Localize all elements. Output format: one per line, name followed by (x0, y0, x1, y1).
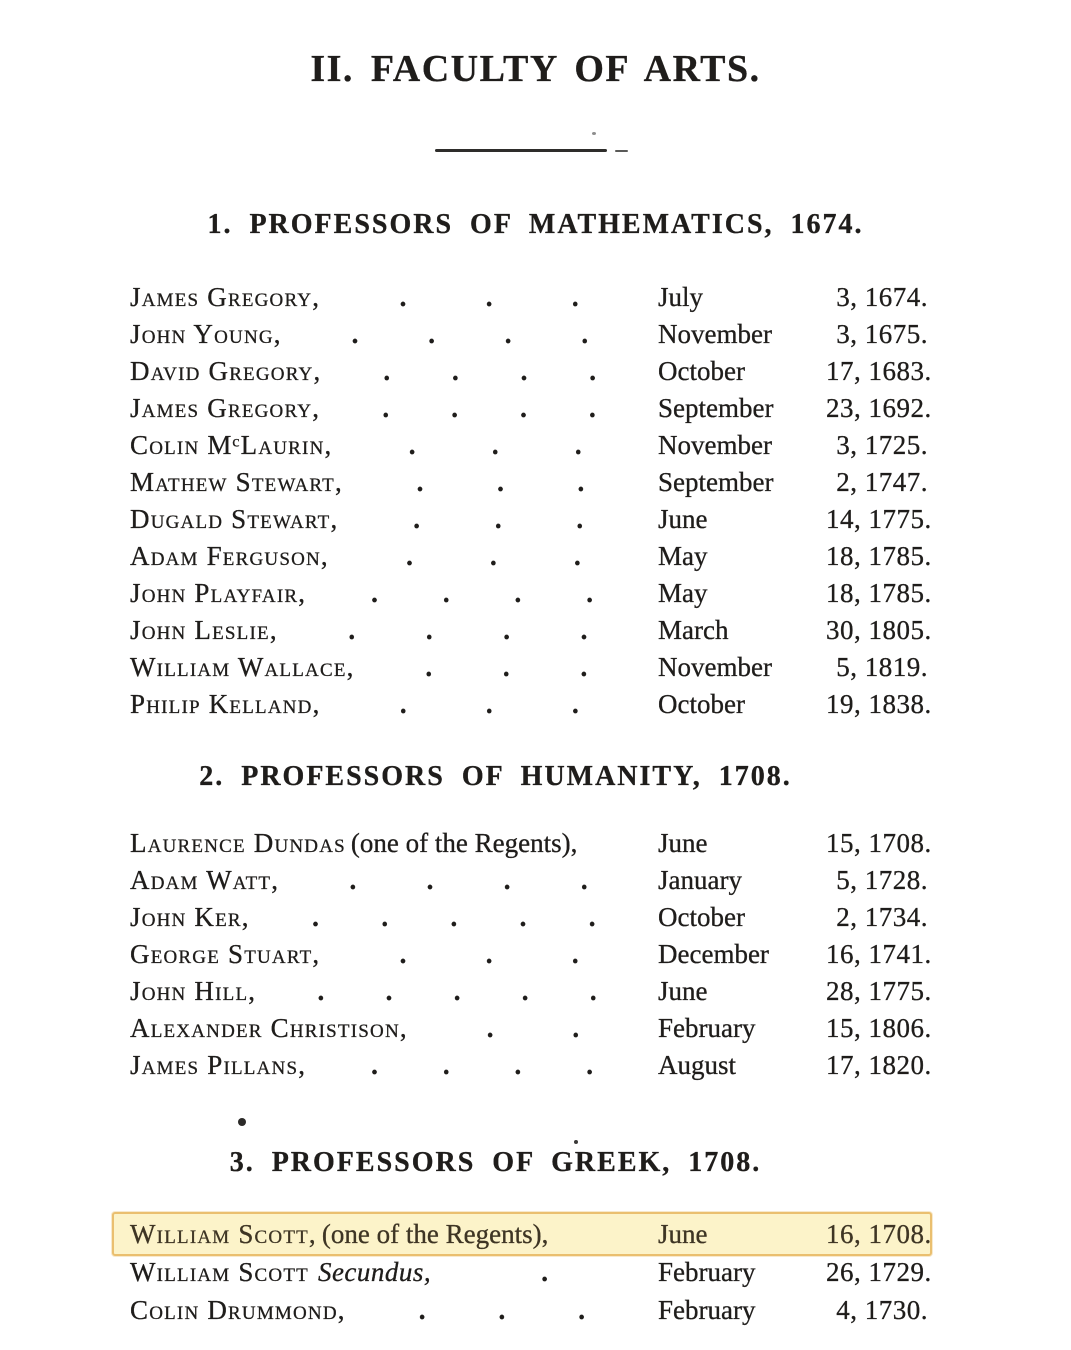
professor-row (130, 862, 928, 899)
appointment-month: June (658, 504, 708, 534)
leader-dot: . (485, 689, 493, 719)
appointment-month: February (658, 1257, 756, 1287)
leader-dot: . (494, 504, 502, 534)
appointment-day-year: 30, 1805. (826, 615, 932, 645)
leader-dot: . (571, 939, 579, 969)
leader-dot: . (399, 282, 407, 312)
appointment-month: June (658, 1219, 708, 1249)
appointment-day-year: 2, 1734. (836, 902, 928, 932)
professor-row (130, 501, 932, 538)
professor-row (130, 973, 932, 1010)
leader-dot: . (576, 504, 584, 534)
appointment-day-year: 16, 1741. (826, 939, 932, 969)
dot-leader (306, 575, 658, 612)
appointment-month: June (658, 976, 708, 1006)
appointment-day-year: 4, 1730. (836, 1295, 928, 1325)
leader-dot: . (451, 393, 458, 423)
dot-leader (408, 1010, 658, 1047)
professor-name: Colin Drummond, (130, 1295, 346, 1325)
divider-tick (615, 150, 628, 152)
professor-name: William Scott (130, 1257, 309, 1287)
dot-leader (250, 899, 658, 936)
dot-leader (332, 427, 658, 464)
leader-dot: . (408, 430, 416, 460)
professor-name: David Gregory, (130, 356, 322, 386)
professor-row (130, 686, 932, 723)
professor-row (130, 316, 928, 353)
dot-leader (282, 316, 658, 353)
leader-dot: . (371, 578, 378, 608)
appointment-day-year: 17, 1820. (826, 1050, 932, 1080)
appointment-month: January (658, 865, 742, 895)
professor-row (130, 575, 932, 612)
appointment-month: May (658, 541, 708, 571)
professor-row (130, 936, 932, 973)
leader-dot: . (588, 902, 596, 932)
divider-rule (435, 149, 607, 152)
leader-dot: . (453, 976, 461, 1006)
appointment-day-year: 23, 1692. (826, 393, 932, 423)
leader-dot: . (425, 652, 433, 682)
leader-dot: . (486, 1013, 494, 1043)
professor-name: James Gregory, (130, 282, 321, 312)
appointment-month: October (658, 689, 745, 719)
professor-name: Alexander Christison, (130, 1013, 408, 1043)
leader-dot: . (498, 1295, 506, 1325)
appointment-day-year: 28, 1775. (826, 976, 932, 1006)
dot-leader (306, 1047, 658, 1084)
professor-row (130, 353, 932, 390)
leader-dot: . (451, 356, 459, 386)
professor-row (130, 612, 932, 649)
leader-dot: . (426, 865, 434, 895)
appointment-month: October (658, 902, 745, 932)
leader-dot: . (383, 356, 391, 386)
professor-name: William Scott, (130, 1219, 317, 1249)
professor-name: Mathew Stewart, (130, 467, 343, 497)
professor-name-note: (one of the Regents), (350, 828, 578, 858)
professor-row (130, 279, 928, 316)
section-heading-greek: 3. PROFESSORS OF GREEK, 1708. (229, 1147, 762, 1178)
leader-dot: . (406, 541, 413, 571)
professor-row (130, 1253, 932, 1291)
leader-dot: . (514, 578, 522, 608)
dot-leader (320, 936, 658, 973)
dot-leader (548, 1215, 658, 1253)
leader-dot: . (416, 467, 424, 497)
appointment-month: September (658, 467, 774, 497)
professor-row (130, 825, 932, 862)
leader-dot: . (519, 902, 527, 932)
appointment-month: May (658, 578, 708, 608)
section-heading-mathematics: 1. PROFESSORS OF MATHEMATICS, 1674. (207, 209, 864, 240)
leader-dot: . (442, 578, 450, 608)
professor-name: James Pillans, (130, 1050, 307, 1080)
leader-dot: . (571, 282, 579, 312)
leader-dot: . (382, 393, 390, 423)
leader-dot: . (586, 578, 593, 608)
leader-dot: . (521, 976, 529, 1006)
appointment-month: February (658, 1295, 756, 1325)
dot-leader (329, 538, 658, 575)
leader-dot: . (520, 356, 528, 386)
leader-dot: . (428, 319, 435, 349)
dot-leader (256, 973, 658, 1010)
leader-dot: . (399, 939, 407, 969)
leader-dot: . (574, 430, 582, 460)
leader-dot: . (351, 319, 359, 349)
professor-row (130, 390, 932, 427)
professor-row (130, 1291, 928, 1329)
appointment-day-year: 15, 1708. (826, 828, 932, 858)
dot-leader (338, 501, 658, 538)
leader-dot: . (580, 652, 588, 682)
professor-name: John Hill, (130, 976, 257, 1006)
leader-dot: . (504, 319, 512, 349)
appointment-day-year: 17, 1683. (826, 356, 932, 386)
dot-leader (320, 279, 658, 316)
leader-dot: . (589, 393, 596, 423)
leader-dot: . (418, 1295, 426, 1325)
appointment-month: July (658, 282, 704, 312)
leader-dot: . (317, 976, 325, 1006)
leader-dot: . (586, 1050, 593, 1080)
dot-leader (320, 390, 658, 427)
leader-dot: . (497, 467, 504, 497)
leader-dot: . (503, 865, 511, 895)
leader-dot: . (589, 356, 597, 386)
leader-dot: . (571, 689, 579, 719)
leader-dot: . (541, 1257, 548, 1287)
professor-name: James Gregory, (130, 393, 321, 423)
professor-row (130, 1047, 932, 1084)
appointment-day-year: 3, 1725. (836, 430, 928, 460)
leader-dot: . (502, 652, 510, 682)
appointment-day-year: 5, 1819. (836, 652, 928, 682)
leader-dot: . (577, 467, 585, 497)
appointment-month: November (658, 319, 772, 349)
professor-row (130, 649, 928, 686)
leader-dot: . (574, 541, 581, 571)
professor-name: John Playfair, (130, 578, 307, 608)
professor-name: Adam Ferguson, (130, 541, 329, 571)
professor-name: Colin MᶜLaurin, (130, 430, 333, 460)
dot-leader (355, 649, 658, 686)
professors-table-mathematics (130, 279, 932, 723)
dot-leader (577, 825, 658, 862)
dot-leader (279, 862, 658, 899)
leader-dot: . (385, 976, 393, 1006)
leader-dot: . (442, 1050, 450, 1080)
leader-dot: . (485, 939, 493, 969)
leader-dot: . (578, 1295, 585, 1325)
professor-name: Philip Kelland, (130, 689, 321, 719)
leader-dot: . (348, 615, 356, 645)
leader-dot: . (581, 319, 589, 349)
professor-row (130, 427, 928, 464)
appointment-month: February (658, 1013, 756, 1043)
leader-dot: . (371, 1050, 378, 1080)
appointment-day-year: 14, 1775. (826, 504, 932, 534)
professor-name: John Young, (130, 319, 282, 349)
leader-dot: . (485, 282, 493, 312)
leader-dot: . (514, 1050, 522, 1080)
appointment-month: December (658, 939, 769, 969)
professor-name: Laurence Dundas (130, 828, 346, 858)
professors-table-greek (130, 1215, 932, 1329)
appointment-month: March (658, 615, 729, 645)
appointment-month: June (658, 828, 708, 858)
dot-leader (278, 612, 658, 649)
appointment-month: November (658, 430, 772, 460)
professor-row (130, 1010, 932, 1047)
leader-dot: . (491, 430, 499, 460)
appointment-month: August (658, 1050, 737, 1080)
ink-dot (574, 1140, 578, 1144)
ink-dot (238, 1118, 246, 1126)
professor-name-epithet: Secundus, (317, 1257, 432, 1287)
professor-name: Adam Watt, (130, 865, 280, 895)
leader-dot: . (572, 1013, 580, 1043)
leader-dot: . (589, 976, 597, 1006)
leader-dot: . (312, 902, 319, 932)
appointment-day-year: 3, 1675. (836, 319, 928, 349)
appointment-day-year: 5, 1728. (836, 865, 928, 895)
leader-dot: . (413, 504, 420, 534)
leader-dot: . (490, 541, 497, 571)
professor-name: George Stuart, (130, 939, 321, 969)
page-title: II. FACULTY OF ARTS. (310, 48, 761, 90)
appointment-month: September (658, 393, 774, 423)
dot-leader (321, 686, 658, 723)
appointment-day-year: 15, 1806. (826, 1013, 932, 1043)
professor-name-note: (one of the Regents), (321, 1219, 549, 1249)
ink-dot (592, 132, 596, 135)
dot-leader (346, 1291, 658, 1329)
professor-name: William Wallace, (130, 652, 355, 682)
appointment-day-year: 26, 1729. (826, 1257, 932, 1287)
professor-row (130, 538, 932, 575)
professor-name: John Ker, (130, 902, 250, 932)
appointment-day-year: 19, 1838. (826, 689, 932, 719)
leader-dot: . (520, 393, 527, 423)
leader-dot: . (425, 615, 433, 645)
dot-leader (321, 353, 658, 390)
section-heading-humanity: 2. PROFESSORS OF HUMANITY, 1708. (199, 761, 792, 792)
appointment-month: November (658, 652, 772, 682)
leader-dot: . (580, 615, 588, 645)
professor-row-highlighted (130, 1215, 932, 1253)
appointment-day-year: 3, 1674. (836, 282, 928, 312)
appointment-day-year: 18, 1785. (826, 578, 932, 608)
leader-dot: . (450, 902, 458, 932)
appointment-month: October (658, 356, 745, 386)
leader-dot: . (349, 865, 357, 895)
leader-dot: . (503, 615, 510, 645)
professor-name: Dugald Stewart, (130, 504, 339, 534)
appointment-day-year: 16, 1708. (826, 1219, 932, 1249)
professors-table-humanity (130, 825, 932, 1084)
appointment-day-year: 18, 1785. (826, 541, 932, 571)
professor-name: John Leslie, (130, 615, 278, 645)
dot-leader (431, 1253, 658, 1291)
appointment-day-year: 2, 1747. (836, 467, 928, 497)
dot-leader (343, 464, 658, 501)
professor-row (130, 464, 928, 501)
leader-dot: . (381, 902, 389, 932)
leader-dot: . (399, 689, 407, 719)
leader-dot: . (580, 865, 588, 895)
professor-row (130, 899, 928, 936)
